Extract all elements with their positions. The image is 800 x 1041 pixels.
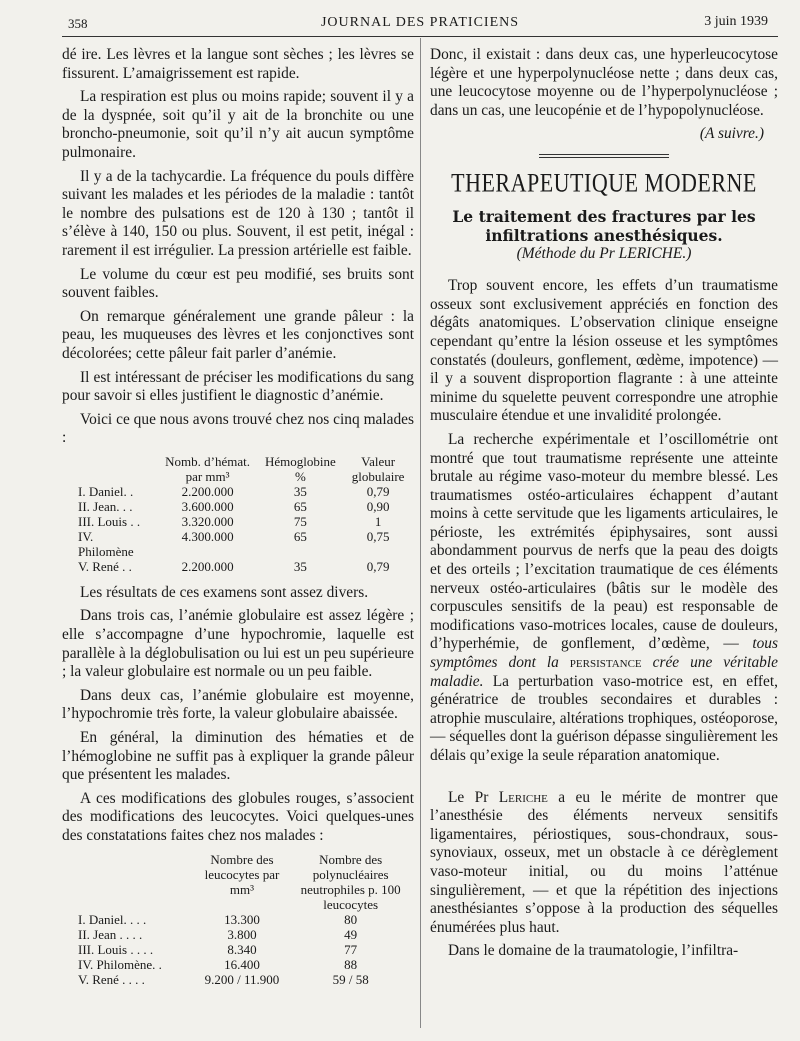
table-cell: 3.320.000	[181, 513, 234, 529]
table-cell: III. Louis . . . .	[78, 941, 154, 957]
paragraph	[430, 789, 778, 938]
table-cell: 0,79	[366, 558, 390, 574]
table-cell: 65	[293, 498, 307, 514]
paragraph: Donc, il existait : dans deux cas, une hyperleucocytose légère et une hyperpolynucléose nette ; dans deux cas, une leucocytose moyenne ou de l’hyperpolynucléose ; dans un cas, une leucopénie et de l’hypopolynucléose.	[430, 46, 778, 119]
table-row	[72, 514, 414, 529]
table-cell: I. Daniel. .	[78, 483, 134, 499]
section-title: THERAPEUTIQUE MODERNE	[451, 167, 757, 198]
table-cell: II. Jean. . .	[78, 498, 133, 514]
section-separator	[539, 154, 669, 158]
page-number: 358	[68, 16, 88, 31]
article-title: Le traitement des fractures par les infiltrations anesthésiques.	[452, 206, 756, 245]
table-header	[72, 852, 197, 912]
table-header: Nombre des polynucléaires neutrophiles p. 100 leucocytes	[300, 851, 401, 912]
spacer	[430, 771, 778, 789]
table-cell: 9.200 / 11.900	[204, 971, 280, 987]
leucocyte-table	[72, 852, 414, 987]
small-caps-text: Leriche	[498, 788, 548, 806]
paragraph: En général, la diminution des hématies et de l’hémoglobine ne suffit pas à expliquer la grande pâleur que présentent les malades.	[62, 729, 414, 784]
journal-title: JOURNAL DES PRATICIENS	[320, 15, 520, 30]
paragraph: La respiration est plus ou moins rapide; souvent il y a de la dyspnée, soit qu’il y ait de la bronchite ou une broncho-pneumonie, soit qu’il n’y ait aucun symptôme pulmonaire.	[62, 88, 414, 161]
table-cell: 3.600.000	[181, 498, 234, 514]
table-row	[72, 529, 414, 559]
text-run: a eu le mérite de montrer que l’anesthésie des éléments nerveux sensitifs ligamentaires, périostiques, sous-chondraux, sous-synoviaux, osseux, met un obstacle à ce dérèglement vaso-moteur initial, ou du moins l’atténue singulièrement, — et que la répétition des injections anesthésiantes s’oppose à la production des séquelles énumérées plus haut.	[430, 788, 778, 936]
table-header: Valeur globulaire	[351, 453, 405, 484]
table-cell: 16.400	[224, 956, 260, 972]
table-cell: 0,75	[366, 528, 390, 544]
text-run: La recherche expérimentale et l’oscillométrie ont montré que tout traumatisme représente une atteinte brutale au régime vaso-moteur du membre blessé. Les traumatismes ostéo-articulaires échappent d’autant moins à cette servitude que les ligaments articulaires, le périoste, les extrémités épiphysaires, sont aussi abondamment pourvus de nerfs que la peau des doigts et des orteils ; l’excitation traumatique de ces éléments nerveux ostéo-articulaires (bâtis sur le modèle des corpuscules sensitifs de la peau) est responsable de modifications vaso-motrices locales, cause de douleurs, d’hyperhémie, de gonflement, d’œdème, —	[430, 430, 778, 653]
article-method: (Méthode du Pr LERICHE.)	[516, 244, 692, 262]
paragraph: Il est intéressant de préciser les modifications du sang pour savoir si elles justifient le diagnostic d’anémie.	[62, 368, 414, 405]
italic-text: tous symptômes dont la	[430, 635, 778, 672]
table-cell: 77	[344, 941, 358, 957]
table-row	[72, 499, 414, 514]
left-column	[62, 46, 414, 997]
paragraph: Dans le domaine de la traumatologie, l’infiltra-	[448, 942, 739, 960]
table-cell: III. Louis . .	[78, 513, 141, 529]
table-cell: 2.200.000	[181, 483, 234, 499]
table-header-row	[72, 852, 414, 912]
table-row	[72, 957, 414, 972]
table-row	[72, 927, 414, 942]
table-row	[72, 942, 414, 957]
paragraph: Il y a de la tachycardie. La fréquence du pouls diffère suivant les malades et les périodes de la maladie : tantôt le nombre des pulsations est de 120 à 130 ; tantôt il s’élève à 140, 150 ou plus. Souvent, il est petit, inégal : rarement il est irrégulier. La pression artérielle est faible.	[62, 167, 414, 259]
table-cell: 2.200.000	[181, 558, 234, 574]
table-cell: 13.300	[224, 911, 260, 927]
table-cell: IV. Philomène. .	[78, 956, 162, 972]
paragraph: Dans trois cas, l’anémie globulaire est assez légère ; elle s’accompagne d’une hypochromie, laquelle est parallèle à la déglobulisation ou lui est un peu supérieure ; la valeur globulaire est normale ou un peu faible.	[62, 607, 414, 681]
table-cell: V. René . .	[78, 558, 132, 574]
paragraph: A ces modifications des globules rouges, s’associent des modifications des leucocytes. Voici quelques-unes des constatations faites chez nos malades :	[62, 789, 414, 844]
italic-text: crée une véritable maladie.	[430, 654, 778, 690]
paragraph: Voici ce que nous avons trouvé chez nos cinq malades :	[62, 410, 414, 447]
table-cell: 75	[293, 513, 307, 529]
text-run: La perturbation vaso-motrice est, en effet, génératrice de troubles secondaires et durables : atrophie musculaire, altérations trophiques, ostéoporose, — séquelles dont la guérison dépasse singulièrement les délais qu’exige la seule réparation anatomique.	[430, 672, 778, 764]
table-cell: 0,90	[366, 498, 390, 514]
table-cell: V. René . . . .	[78, 971, 145, 987]
table-cell: 35	[293, 558, 307, 574]
table-row	[72, 559, 414, 574]
table-cell: 65	[293, 528, 307, 544]
issue-date: 3 juin 1939	[704, 14, 768, 29]
table-cell: 4.300.000	[181, 528, 234, 544]
table-cell: 35	[293, 483, 307, 499]
table-cell: 3.800	[227, 926, 257, 942]
table-cell: II. Jean . . . .	[78, 926, 143, 942]
table-cell: 0,79	[366, 483, 390, 499]
table-cell: 80	[344, 911, 358, 927]
paragraph: Trop souvent encore, les effets d’un traumatisme osseux sont exclusivement appréciés en fonction des dégâts anatomiques. L’observation clinique enseigne cependant qu’entre la lésion osseuse et les symptômes constatés (douleurs, gonflement, œdème, impotence) — il y a souvent disproportion flagrante : à une atteinte minime du squelette peuvent correspondre une atrophie musculaire étendue et une invalidité prolongée.	[430, 277, 778, 425]
paragraph: Le volume du cœur est peu modifié, ses bruits sont souvent faibles.	[62, 265, 414, 302]
table-header-row	[72, 454, 414, 484]
table-cell: I. Daniel. . . .	[78, 911, 147, 927]
table-header: Hémoglobine %	[264, 453, 336, 484]
table-cell: 8.340	[227, 941, 257, 957]
table-row	[72, 912, 414, 927]
paragraph: Les résultats de ces examens sont assez divers.	[80, 583, 369, 601]
table-cell: 49	[344, 926, 358, 942]
table-cell: 1	[374, 513, 382, 529]
table-row	[72, 972, 414, 987]
page-header	[62, 10, 778, 37]
text-run: Le Pr	[448, 788, 489, 806]
table-cell: IV. Philomène	[78, 528, 134, 559]
blood-table	[72, 454, 414, 574]
small-caps-text: persistance	[569, 654, 642, 672]
right-column	[430, 46, 778, 966]
table-cell: 59 / 58	[332, 971, 369, 987]
continued-note: (A suivre.)	[699, 125, 764, 143]
column-divider	[420, 38, 421, 1028]
paragraph	[430, 431, 778, 766]
paragraph: Dans deux cas, l’anémie globulaire est moyenne, l’hypochromie très forte, la valeur globulaire abaissée.	[62, 686, 414, 723]
paragraph: On remarque généralement une grande pâleur : la peau, les muqueuses des lèvres et les conjonctives sont décolorées; cette pâleur fait parler d’anémie.	[62, 307, 414, 362]
table-header: Nomb. d’hémat. par mm³	[165, 453, 250, 484]
table-header	[72, 454, 157, 484]
table-header: Nombre des leucocytes par mm³	[204, 851, 280, 897]
table-row	[72, 484, 414, 499]
table-cell: 88	[344, 956, 358, 972]
paragraph: dé ire. Les lèvres et la langue sont sèches ; les lèvres se fissurent. L’amaigrissement est rapide.	[62, 46, 414, 82]
